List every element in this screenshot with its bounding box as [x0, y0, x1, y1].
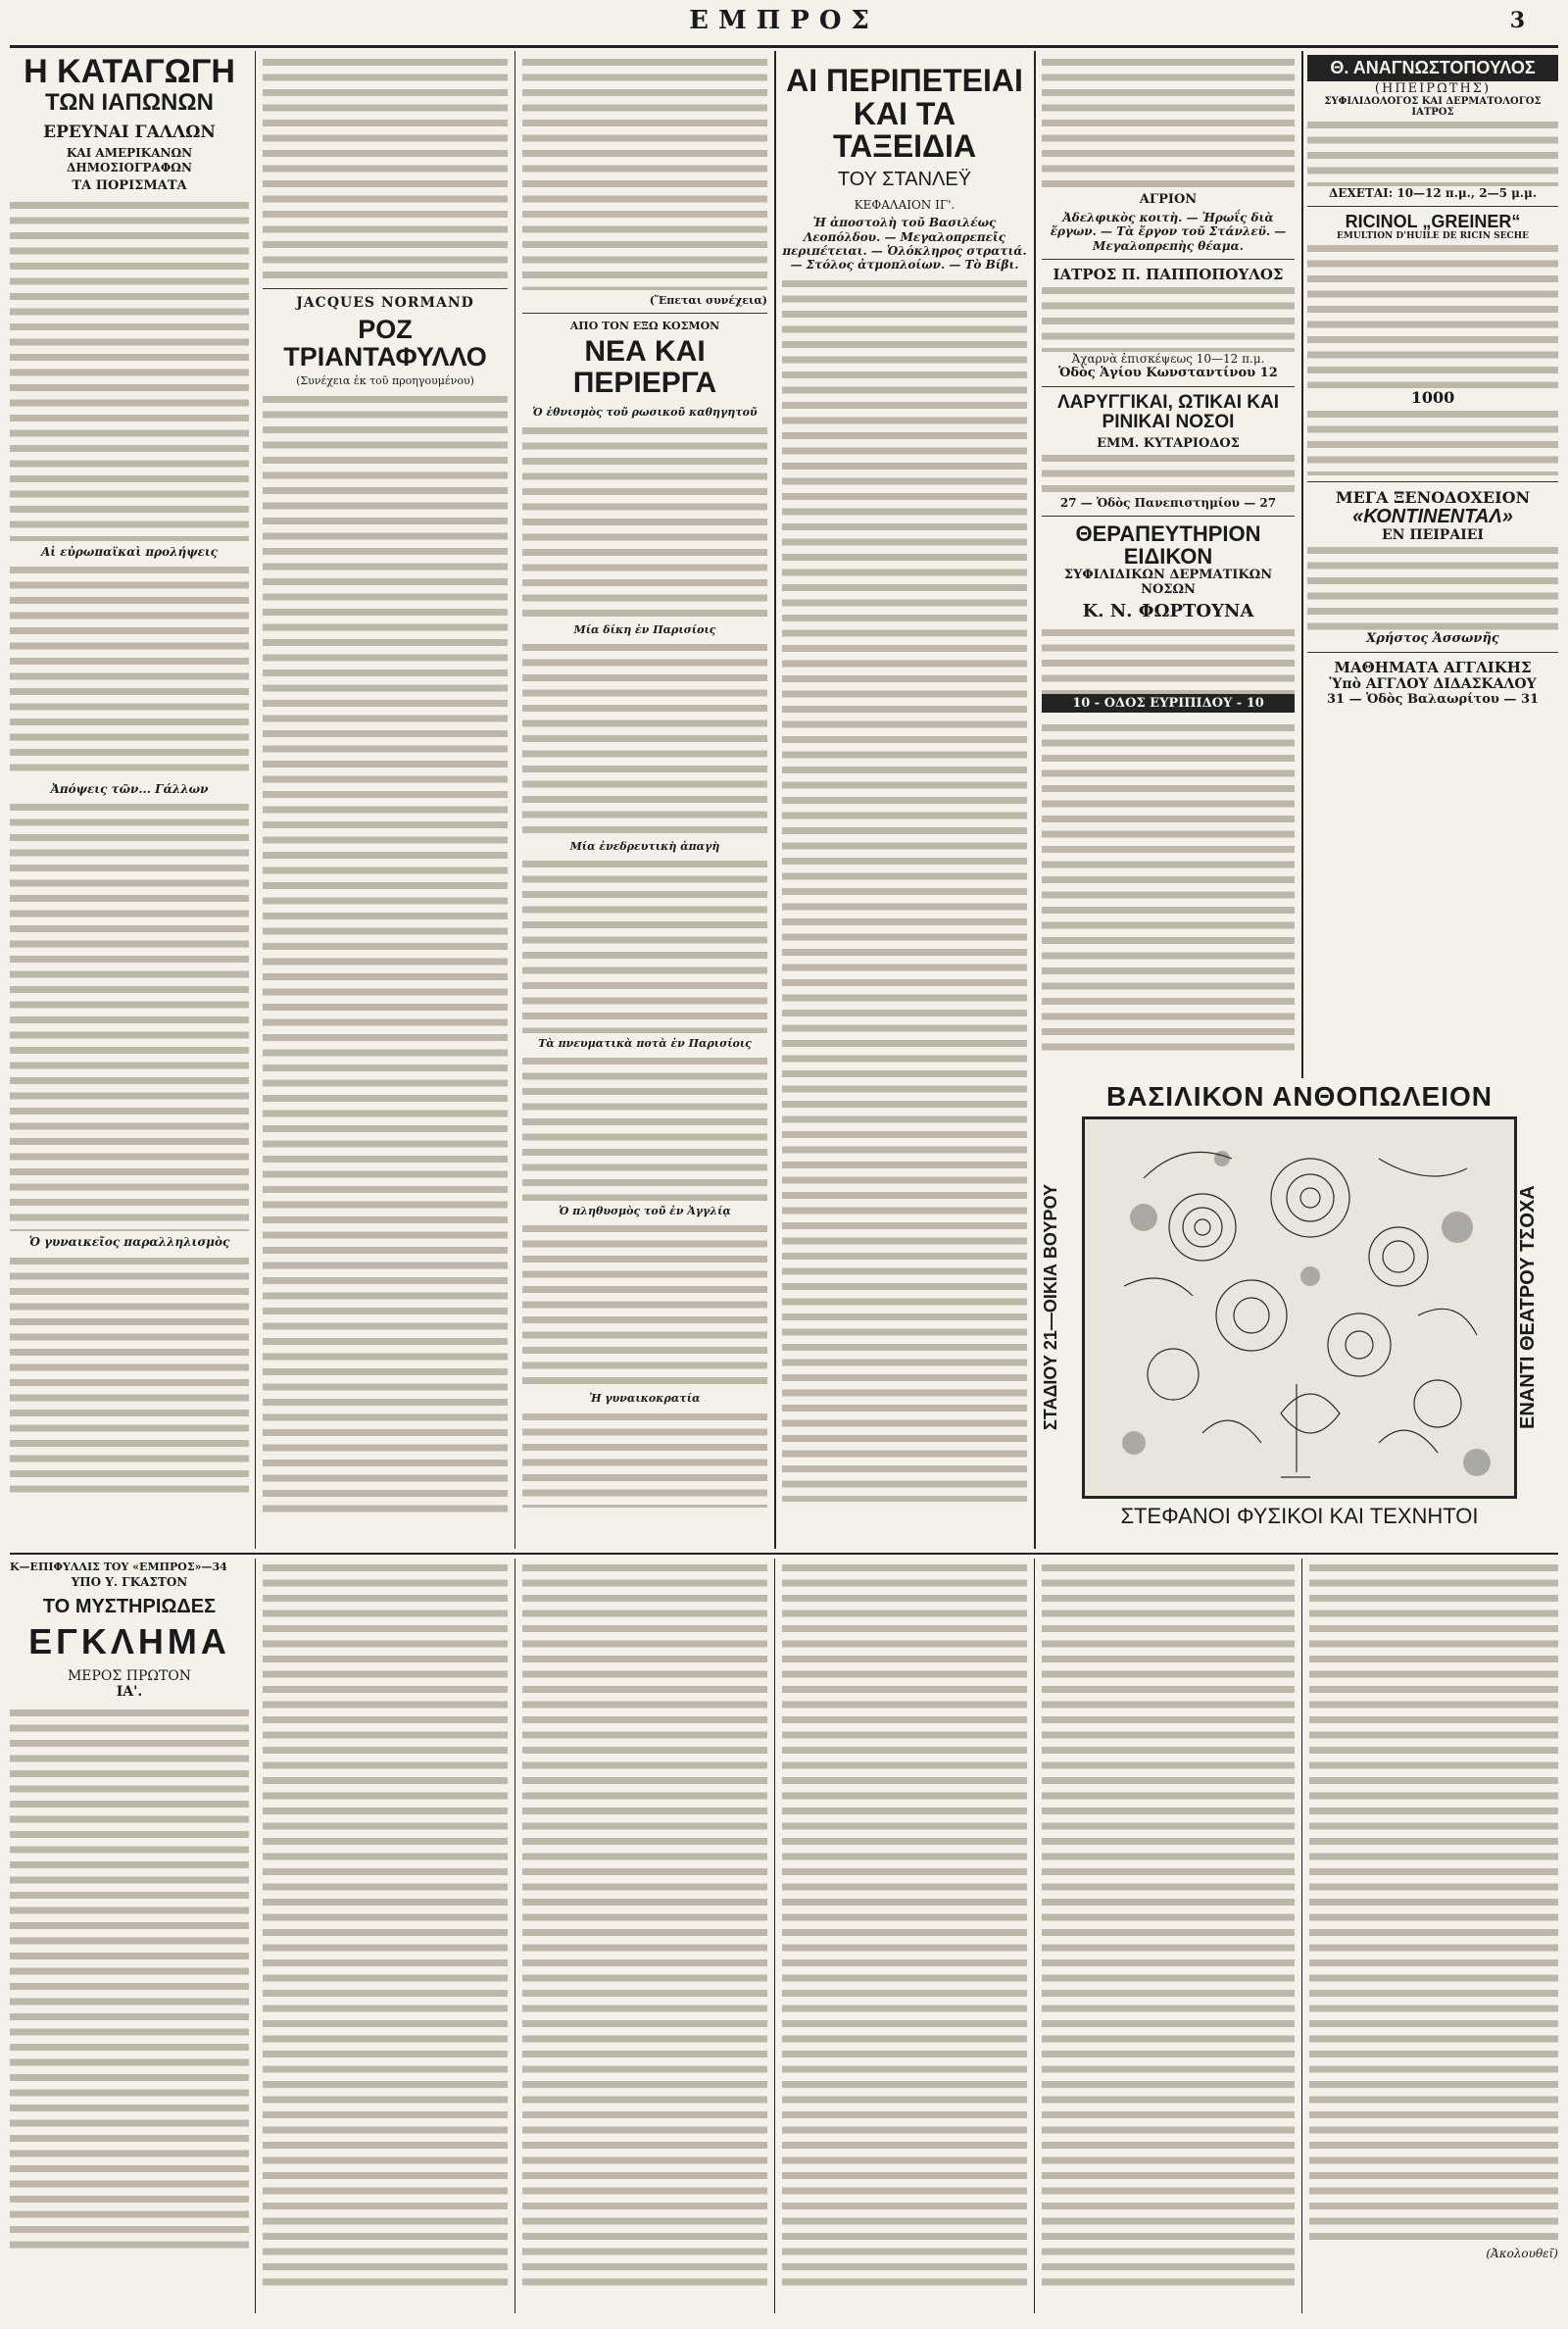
hotel-name: «ΚΟΝΤΙΝΕΝΤΑΛ» [1352, 505, 1513, 527]
separator [263, 288, 508, 289]
section-subhead: Αἱ εὐρωπαϊκαὶ προλήψεις [41, 544, 218, 559]
separator [1307, 481, 1558, 482]
article-body [1042, 55, 1295, 192]
flower-ad-title: ΒΑΣΙΛΙΚΟΝ ΑΝΘΟΠΩΛΕΙΟΝ [1106, 1082, 1493, 1112]
article-body [10, 800, 249, 1231]
article-body [1042, 720, 1295, 1054]
ad-body [1307, 407, 1558, 475]
serial-author: ΤΟΥ ΣΤΑΝΛΕΫ [837, 168, 972, 190]
column-3 [522, 55, 767, 1545]
feuilleton-column-1 [10, 1561, 249, 2315]
column-rule [1301, 1559, 1302, 2313]
news-body [522, 423, 767, 619]
news-subhead: Ἡ γυναικοκρατία [589, 1392, 701, 1406]
feuilleton-column-5 [1042, 1561, 1295, 2315]
ad-title: ΜΑΘΗΜΑΤΑ ΑΓΓΛΙΚΗΣ [1334, 658, 1532, 676]
flower-bouquet-illustration [1085, 1119, 1508, 1490]
ad-address: 31 — Ὁδὸς Βαλαωρίτου — 31 [1326, 691, 1540, 707]
ad-title: Θ. ΑΝΑΓΝΩΣΤΟΠΟΥΛΟΣ [1307, 55, 1558, 81]
article-headline-2: ΤΩΝ ΙΑΠΩΝΩΝ [45, 88, 214, 116]
article-body [10, 563, 249, 778]
news-body [522, 640, 767, 836]
column-rule [1034, 51, 1036, 1549]
ad-subtitle: ΣΥΦΙΛΙΔΙΚΩΝ ΔΕΡΜΑΤΙΚΩΝ ΝΟΣΩΝ [1063, 568, 1273, 598]
hotel-owner: Χρήστος Ἀσσωνῆς [1366, 630, 1499, 646]
masthead-rule [10, 45, 1558, 48]
serial-body [782, 276, 1027, 1502]
newspaper-title: ΕΜΠΡΟΣ [689, 6, 879, 35]
ad-doctor: Κ. Ν. ΦΩΡΤΟΥΝΑ [1082, 601, 1254, 622]
ad-body [1042, 625, 1295, 694]
feuilleton-column-3 [522, 1561, 767, 2315]
article-deck: ΚΑΙ ΑΜΕΡΙΚΑΝΩΝ ΔΗΜΟΣΙΟΓΡΑΦΩΝ [66, 146, 193, 174]
flower-ad-tagline: ΣΤΕΦΑΝΟΙ ΦΥΣΙΚΟΙ ΚΑΙ ΤΕΧΝΗΤΟΙ [1120, 1504, 1479, 1529]
article-deck: ΤΑ ΠΟΡΙΣΜΑΤΑ [72, 178, 187, 194]
ad-summary: Ἀδελφικὸς κοιτὴ. — Ἡρωΐς διὰ ἔργων. — Τὰ ἔργον τοῦ Στάνλεϋ. — Μεγαλοπρεπὴς θέαμα. [1050, 211, 1287, 253]
ad-hours: ΔΕΧΕΤΑΙ: 10—12 π.μ., 2—5 μ.μ. [1328, 185, 1538, 200]
article-body [263, 55, 508, 282]
feuilleton-label: Κ—ΕΠΙΦΥΛΛΙΣ ΤΟΥ «ΕΜΠΡΟΣ»—34 [10, 1561, 227, 1573]
feuilleton-column-4 [782, 1561, 1027, 2315]
flower-ad-right-text: ΕΝΑΝΤΙ ΘΕΑΤΡΟΥ ΤΣΟΧΑ [1517, 1186, 1539, 1430]
ad-address: Ὁδὸς Ἁγίου Κωνσταντίνου 12 [1058, 366, 1278, 381]
column-rule [774, 51, 776, 1549]
news-subhead: Μία δίκη ἐν Παρισίοις [573, 622, 716, 636]
column-rule [255, 1559, 256, 2313]
flower-ad-left-text: ΣΤΑΔΙΟΥ 21—ΟΙΚΙΑ ΒΟΥΡΟΥ [1041, 1184, 1060, 1431]
column-6 [1307, 55, 1558, 1074]
column-2 [263, 55, 508, 1545]
feuilleton-chapter: ΙΑ'. [116, 1683, 143, 1700]
feuilleton-part: ΜΕΡΟΣ ΠΡΩΤΟΝ [67, 1667, 192, 1684]
column-rule [1034, 1559, 1035, 2313]
column-4 [782, 55, 1027, 1545]
separator [1042, 259, 1295, 260]
serial-headline: ΑΙ ΠΕΡΙΠΕΤΕΙΑΙ ΚΑΙ ΤΑ ΤΑΞΕΙΔΙΑ [786, 63, 1023, 165]
news-body [522, 1054, 767, 1201]
ad-subtitle: Ὑπὸ ΑΓΓΛΟΥ ΔΙΔΑΣΚΑΛΟΥ [1329, 675, 1537, 692]
ad-subtitle: EMULTION D'HUILE DE RICIN SECHE [1337, 230, 1529, 241]
ad-body [1307, 241, 1558, 388]
column-rule [514, 51, 515, 1549]
article-deck: ΕΡΕΥΝΑΙ ΓΑΛΛΩΝ [43, 122, 216, 142]
masthead [0, 0, 1568, 45]
news-subhead: Τὰ πνευματικὰ ποτὰ ἐν Παρισίοις [538, 1036, 752, 1050]
ad-title: ΛΑΡΥΓΓΙΚΑΙ, ΩΤΙΚΑΙ ΚΑΙ ΡΙΝΙΚΑΙ ΝΟΣΟΙ [1057, 392, 1279, 433]
feuilleton-column-2 [263, 1561, 508, 2315]
ad-price: 1000 [1410, 387, 1455, 407]
feuilleton-body [782, 1561, 1027, 2286]
feuilleton-title: ΡΟΖ ΤΡΙΑΝΤΑΦΥΛΛΟ [283, 314, 487, 372]
ad-address: 27 — Ὁδὸς Πανεπιστημίου — 27 [1059, 496, 1277, 511]
article-body [522, 55, 767, 290]
flower-shop-ad [1041, 1082, 1558, 1549]
column-rule [1301, 51, 1303, 1078]
column-1 [10, 55, 249, 1545]
article-body [10, 1254, 249, 1499]
article-body [10, 198, 249, 541]
news-subhead: Μία ἐνεδρευτικὴ ἀπαγὴ [569, 839, 720, 853]
flower-engraving [1082, 1116, 1517, 1499]
separator [1042, 386, 1295, 387]
ad-address: 10 - ΟΔΟΣ ΕΥΡΙΠΙΔΟΥ - 10 [1042, 694, 1295, 713]
ad-title: RICINOL „GREINER“ [1345, 211, 1521, 231]
section-headline: ΝΕΑ ΚΑΙ ΠΕΡΙΕΡΓΑ [572, 335, 717, 399]
section-subhead: Ὁ γυναικεῖος παραλληλισμὸς [28, 1235, 230, 1250]
ad-title: ΘΕΡΑΠΕΥΤΗΡΙΟΝ ΕΙΔΙΚΟΝ [1075, 521, 1261, 570]
feuilleton-body [1309, 1561, 1558, 2247]
feuilleton-body [263, 1561, 508, 2286]
column-rule [255, 51, 256, 1549]
section-kicker: ΑΠΟ ΤΟΝ ΕΞΩ ΚΟΣΜΟΝ [569, 320, 720, 333]
hotel-place: ΕΝ ΠΕΙΡΑΙΕΙ [1382, 526, 1484, 543]
column-5 [1042, 55, 1295, 1074]
column-rule [514, 1559, 515, 2313]
separator [522, 313, 767, 314]
feuilleton-column-6 [1309, 1561, 1558, 2315]
follows-note: (Ἕπεται συνέχεια) [649, 294, 767, 307]
page-number: 3 [1509, 8, 1525, 33]
section-subhead: Ἀπόψεις τῶν... Γάλλων [50, 782, 209, 797]
feuilleton-rule [10, 1553, 1558, 1555]
ad-doctor: ΕΜΜ. ΚΥΤΑΡΙΟΔΟΣ [1097, 436, 1240, 452]
feuilleton-title-2: ΕΓΚΛΗΜΑ [28, 1621, 230, 1661]
ad-subtitle: (ΗΠΕΙΡΩΤΗΣ) [1374, 80, 1492, 96]
separator [1307, 652, 1558, 653]
column-rule [774, 1559, 775, 2313]
ad-body [1307, 118, 1558, 186]
ad-body [1042, 451, 1295, 496]
ad-title: ΜΕΓΑ ΞΕΝΟΔΟΧΕΙΟΝ [1335, 487, 1531, 507]
ad-title: ΑΓΡΙΟΝ [1139, 192, 1198, 207]
ad-body [1042, 283, 1295, 352]
feuilleton-title: ΤΟ ΜΥΣΤΗΡΙΩΔΕΣ [42, 1596, 217, 1617]
ad-specialty: ΣΥΦΙΛΙΔΟΛΟΓΟΣ ΚΑΙ ΔΕΡΜΑΤΟΛΟΓΟΣ ΙΑΤΡΟΣ [1324, 95, 1542, 118]
ad-hours: Ἀχαρνὰ ἐπισκέψεως 10—12 π.μ. [1071, 352, 1265, 367]
feuilleton-author: JACQUES NORMAND [296, 295, 474, 311]
news-body [522, 857, 767, 1033]
news-body [522, 1410, 767, 1508]
ad-body [1307, 543, 1558, 631]
continued-note: (Ἀκολουθεῖ) [1486, 2247, 1558, 2260]
separator [1042, 516, 1295, 517]
continuation-note: (Συνέχεια ἐκ τοῦ προηγουμένου) [296, 374, 474, 388]
feuilleton-body [263, 392, 508, 1519]
news-subhead: Ὁ ἐθνισμὸς τοῦ ρωσικοῦ καθηγητοῦ [532, 406, 758, 420]
news-body [522, 1221, 767, 1388]
feuilleton-author: ΥΠΟ Υ. ΓΚΑΣΤΟΝ [71, 1575, 188, 1589]
separator [1307, 206, 1558, 207]
feuilleton-body [522, 1561, 767, 2286]
feuilleton-body [10, 1706, 249, 2255]
news-subhead: Ὁ πληθυσμὸς τοῦ ἐν Ἀγγλίᾳ [559, 1205, 731, 1218]
feuilleton-body [1042, 1561, 1295, 2286]
flower-ad-body [1041, 1116, 1558, 1499]
ad-title: ΙΑΤΡΟΣ Π. ΠΑΠΠΟΠΟΥΛΟΣ [1053, 266, 1284, 284]
article-headline: Η ΚΑΤΑΓΩΓΗ [24, 55, 235, 90]
chapter-summary: Ἡ ἀποστολὴ τοῦ Βασιλέως Λεοπόλδου. — Μεγαλοπρεπεῖς περιπέτειαι. — Ὁλόκληρος στρατιά. — Στόλος ἀτμοπλοίων. — Τὸ Βίβι. [782, 216, 1027, 273]
chapter-label: ΚΕΦΑΛΑΙΟΝ ΙΓ'. [854, 197, 956, 212]
